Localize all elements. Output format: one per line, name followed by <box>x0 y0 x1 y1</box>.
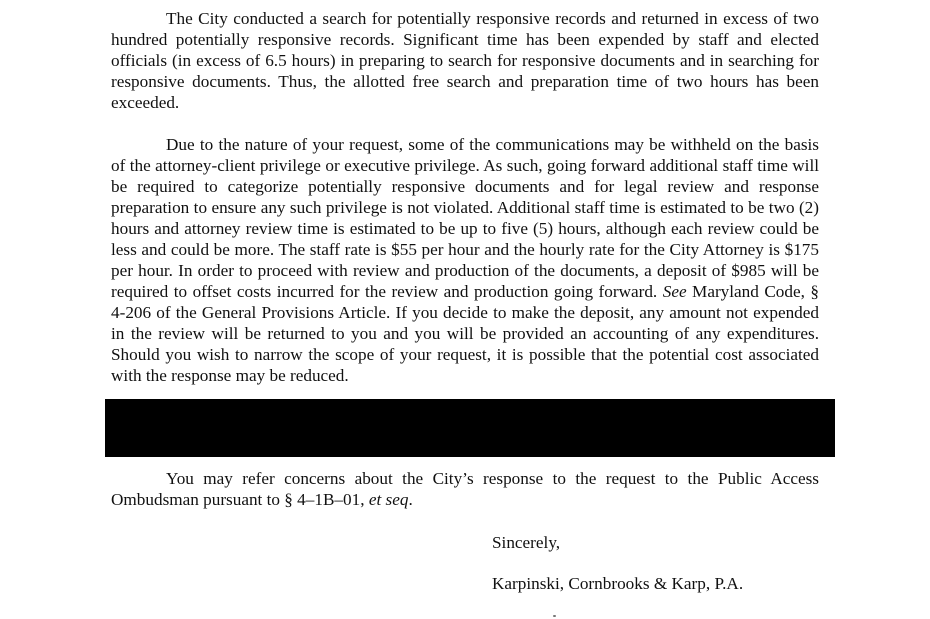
et-seq-citation: et seq <box>368 490 409 509</box>
signature-firm-name: Karpinski, Cornbrooks & Karp, P.A. <box>492 574 744 593</box>
paragraph-deposit-text-a: Due to the nature of your request, some of the communications may be withheld on the basis of the attorney-client privilege or executive privilege. As such, going forward additional staff time will be required to categorize potentially responsive documents and for legal review and response preparation to ensure any such privilege is not violated. Additional staff time is estimated to be two (2) hours and attorney review time is estimated to be up to five (5) hours, although each review could be less and could be more. The staff rate is $55 per hour and the hourly rate for the City Attorney is $175 per hour. In order to proceed with review and production of the documents, a deposit of $985 will be required to offset costs incurred for the review and production going forward. <box>111 135 819 301</box>
see-citation-signal: See <box>662 282 687 301</box>
paragraph-ombudsman-text: You may refer concerns about the City’s response to the request to the Public Access Ombudsman pursuant to § 4–1B–01, <box>111 469 819 509</box>
paragraph-search-time: The City conducted a search for potentially responsive records and returned in excess of two hundred potentially responsive records. Significant time has been expended by staff and elected officials (in excess of 6.5 hours) in preparing to search for responsive documents and in searching for responsive documents. Thus, the allotted free search and preparation time of two hours has been exceeded. <box>111 9 819 112</box>
paragraph-ombudsman-end: . <box>408 490 413 509</box>
closing-salutation: Sincerely, <box>492 533 561 552</box>
redaction-block <box>105 399 835 457</box>
paragraph-ombudsman <box>111 468 819 510</box>
signature-mark-fragment <box>553 615 556 617</box>
paragraph-deposit-request <box>111 134 819 386</box>
paragraph-deposit-text-b: Maryland Code, § 4-206 of the General Provisions Article. If you decide to make the deposit, any amount not expended in the review will be returned to you and you will be provided an accounting of any expenditures. Should you wish to narrow the scope of your request, it is possible that the potential cost associated with the response may be reduced. <box>111 282 819 385</box>
